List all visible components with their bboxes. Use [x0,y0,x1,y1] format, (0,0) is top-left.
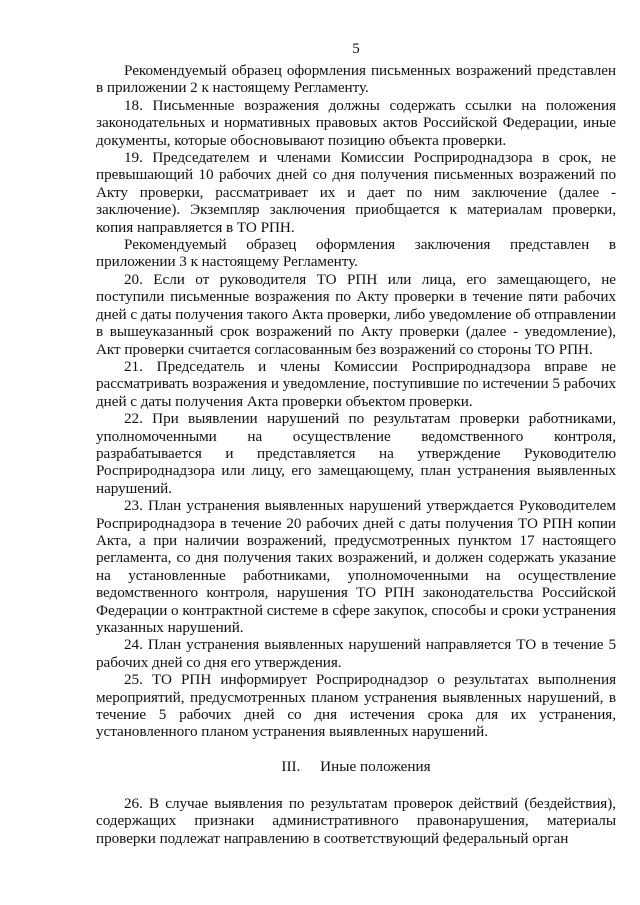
paragraph-24: 24. План устранения выявленных нарушений направляется ТО в течение 5 рабочих дней со дня его утверждения. [96,636,616,671]
section-title: Иные положения [320,757,431,775]
section-number: III. [281,757,301,775]
paragraph-23: 23. План устранения выявленных нарушений утверждается Руководителем Росприроднадзора в течение 20 рабочих дней с даты получения ТО РПН копии Акта, а при наличии возражений, предусмотренных пунктом 17 настоящего регламента, со дня получения таких возражений, и должен содержать указание на установленные работниками, уполномоченными на осуществление ведомственного контроля, нарушения ТО РПН законодательства Российской Федерации о контрактной системе в сфере закупок, способы и сроки устранения указанных нарушений. [96,497,616,636]
paragraph-sample-conclusion: Рекомендуемый образец оформления заключения представлен в приложении 3 к настоящему Регламенту. [96,236,616,271]
paragraph-25: 25. ТО РПН информирует Росприроднадзор о результатах выполнения мероприятий, предусмотренных планом устранения выявленных нарушений, в течение 5 рабочих дней со дня истечения срока для их устранения, установленного планом устранения выявленных нарушений. [96,671,616,741]
page-number: 5 [352,41,360,57]
document-page [96,40,616,847]
paragraph-19: 19. Председателем и членами Комиссии Росприроднадзора в срок, не превышающий 10 рабочих дней со дня получения письменных возражений по Акту проверки, рассматривает их и дает по ним заключение (далее - заключение). Экземпляр заключения приобщается к материалам проверки, копия направляется в ТО РПН. [96,149,616,236]
paragraph-22: 22. При выявлении нарушений по результатам проверки работниками, уполномоченными на осуществление ведомственного контроля, разрабатывается и представляется на утверждение Руководителю Росприроднадзора или лицу, его замещающему, план устранения выявленных нарушений. [96,410,616,497]
section-heading [96,758,616,776]
paragraph-21: 21. Председатель и члены Комиссии Росприроднадзора вправе не рассматривать возражения и уведомление, поступившие по истечении 5 рабочих дней с даты получения Акта проверки объектом проверки. [96,357,616,410]
paragraph-18: 18. Письменные возражения должны содержать ссылки на положения законодательных и нормативных правовых актов Российской Федерации, иные документы, которые обосновывают позицию объекта проверки. [96,96,616,149]
paragraph-26: 26. В случае выявления по результатам проверок действий (бездействия), содержащих признаки административного правонарушения, материалы проверки подлежат направлению в соответствующий федеральный орган [96,794,616,847]
paragraph-20: 20. Если от руководителя ТО РПН или лица, его замещающего, не поступили письменные возражения по Акту проверки в течение пяти рабочих дней с даты получения такого Акта проверки, либо уведомление об отправлении в вышеуказанный срок возражений по Акту проверки (далее - уведомление), Акт проверки считается согласованным без возражений со стороны ТО РПН. [96,270,616,358]
paragraph-sample-objections: Рекомендуемый образец оформления письменных возражений представлен в приложении 2 к настоящему Регламенту. [96,62,616,97]
